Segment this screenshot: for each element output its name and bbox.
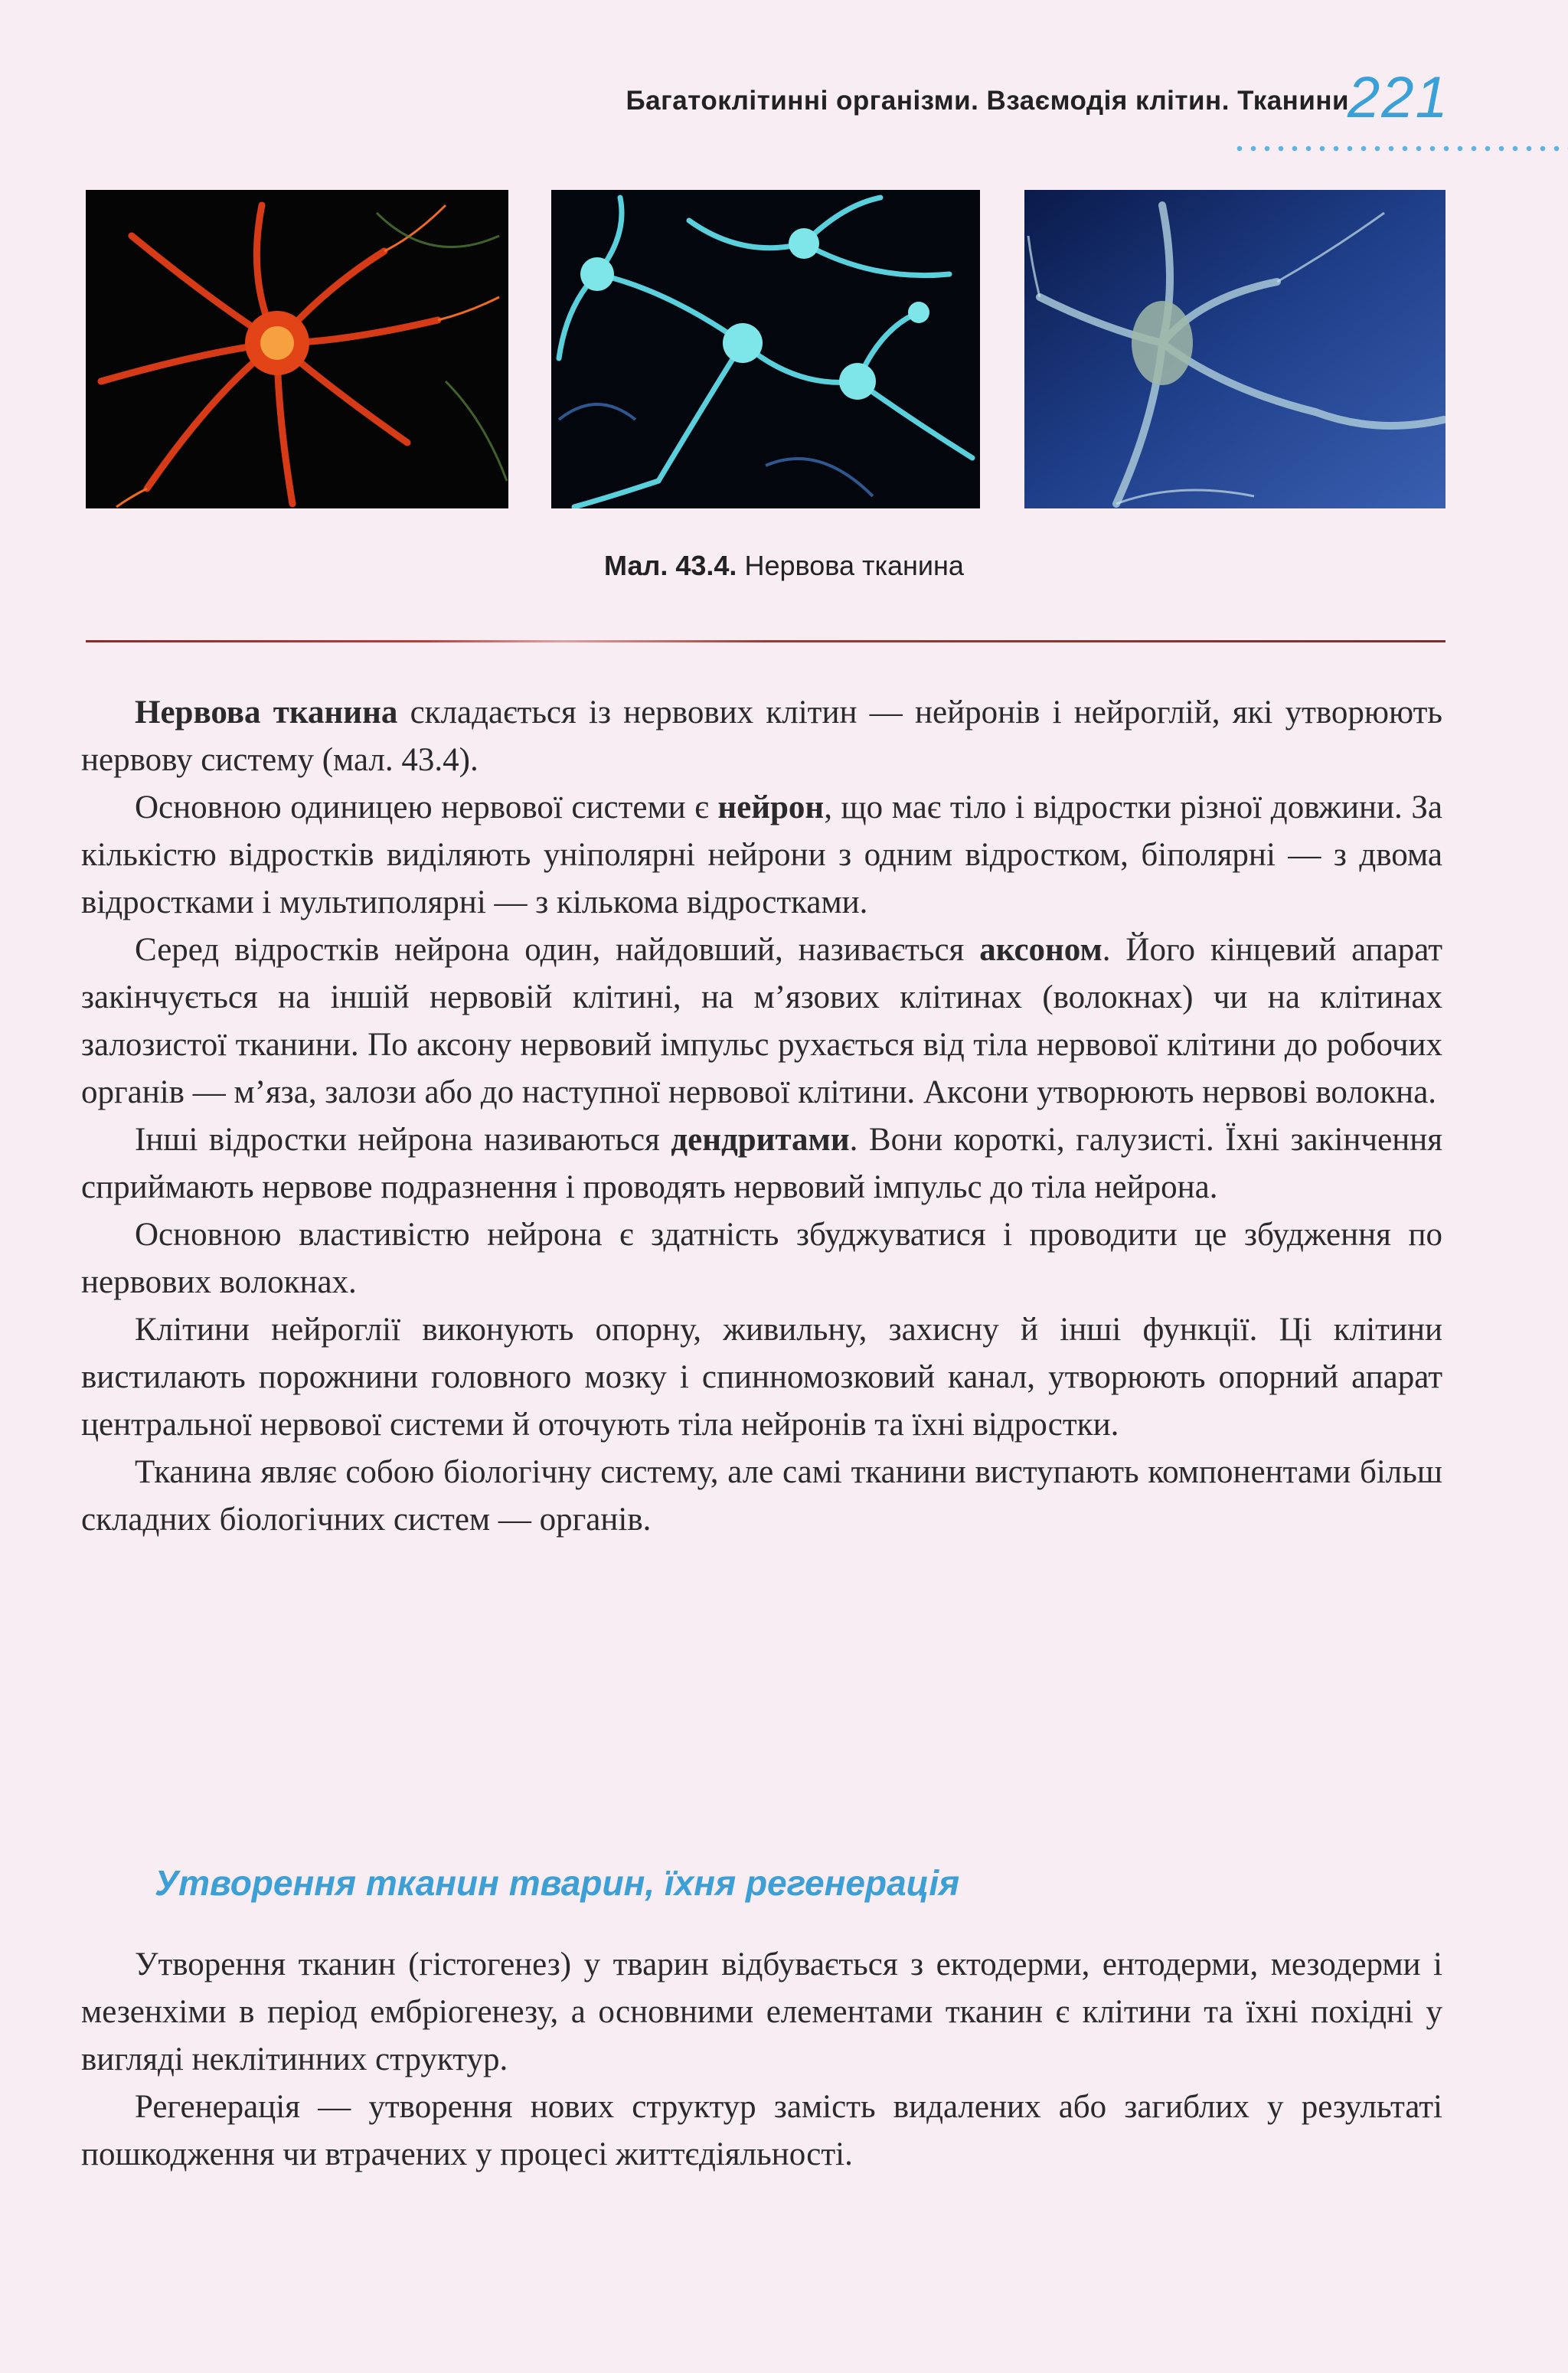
- paragraph-text: Інші відростки нейрона називаються: [135, 1122, 671, 1158]
- term-bold: аксоном: [979, 932, 1102, 968]
- running-header: Багатоклітинні організми. Взаємодія клітин. Тканини: [626, 86, 1349, 116]
- term-bold: дендритами: [671, 1122, 850, 1158]
- page-number: 221: [1348, 65, 1449, 130]
- paragraph-text: . Його кінцевий апарат закінчується на іншій нервовій клітині, на м’язових клітинах (волокнах) чи на клітинах залозистої тканини. По аксону нервовий імпульс рухається від тіла нервової клітини до робочих органів — м’яза, залози або до наступної нервової клітини. Аксони утворюють нервові волокна.: [81, 932, 1442, 1110]
- paragraph-text: Серед відростків нейрона один, найдовший, називається: [135, 932, 980, 968]
- paragraph-text: , що має тіло і відростки різної довжини. За кількістю відростків виділяють уніполярні нейрони з одним відростком, біполярні — з двома відростками і мультиполярні — з кількома відростками.: [81, 789, 1442, 920]
- paragraph: Клітини нейроглії виконують опорну, живильну, захисну й інші функції. Ці клітини вистилають порожнини головного мозку і спинномозковий канал, утворюють опорний апарат центральної нервової системи й оточують тіла нейронів та їхні відростки.: [81, 1312, 1442, 1443]
- paragraph: Тканина являє собою біологічну систему, але самі тканини виступають компонентами більш складних біологічних систем — органів.: [81, 1454, 1442, 1538]
- term-bold: нейрон: [717, 789, 825, 825]
- term-bold: Нервова тканина: [135, 695, 398, 731]
- neurons-cyan-photo: [551, 190, 980, 508]
- paragraph: Регенерація — утворення нових структур замість видалених або загиблих у результаті пошкодження чи втрачених у процесі життєдіяльності.: [81, 2089, 1442, 2172]
- divider-rule: [86, 640, 1446, 642]
- section-heading: Утворення тканин тварин, їхня регенерація: [155, 1863, 960, 1903]
- decorative-dots: [1233, 145, 1568, 152]
- paragraph-text: складається із нервових клітин — нейронів і нейроглій, які утворюють нервову систему (мал. 43.4).: [81, 695, 1442, 778]
- paragraph: [81, 1116, 1442, 1211]
- section-text: [81, 1941, 1442, 2179]
- paragraph-text: Основною одиницею нервової системи є: [135, 789, 718, 825]
- neuron-blue-photo: [1024, 190, 1446, 508]
- paragraph: Основною властивістю нейрона є здатність збуджуватися і проводити це збудження по нервових волокнах.: [81, 1217, 1442, 1300]
- caption-text: Нервова тканина: [744, 550, 964, 581]
- neuron-red-photo: [86, 190, 508, 508]
- figure-caption: [0, 550, 1568, 582]
- paragraph-text: . Вони короткі, галузисті. Їхні закінчення сприймають нервове подразнення і проводять нервовий імпульс до тіла нейрона.: [81, 1122, 1442, 1205]
- paragraph: [81, 784, 1442, 927]
- paragraph: [81, 689, 1442, 784]
- paragraph: Утворення тканин (гістогенез) у тварин відбувається з ектодерми, ентодерми, мезодерми і мезенхіми в період ембріогенезу, а основними елементами тканин є клітини та їхні похідні у вигляді неклітинних структур.: [81, 1946, 1442, 2077]
- main-text: [81, 689, 1442, 1544]
- paragraph: [81, 927, 1442, 1116]
- caption-label: Мал. 43.4.: [604, 550, 737, 581]
